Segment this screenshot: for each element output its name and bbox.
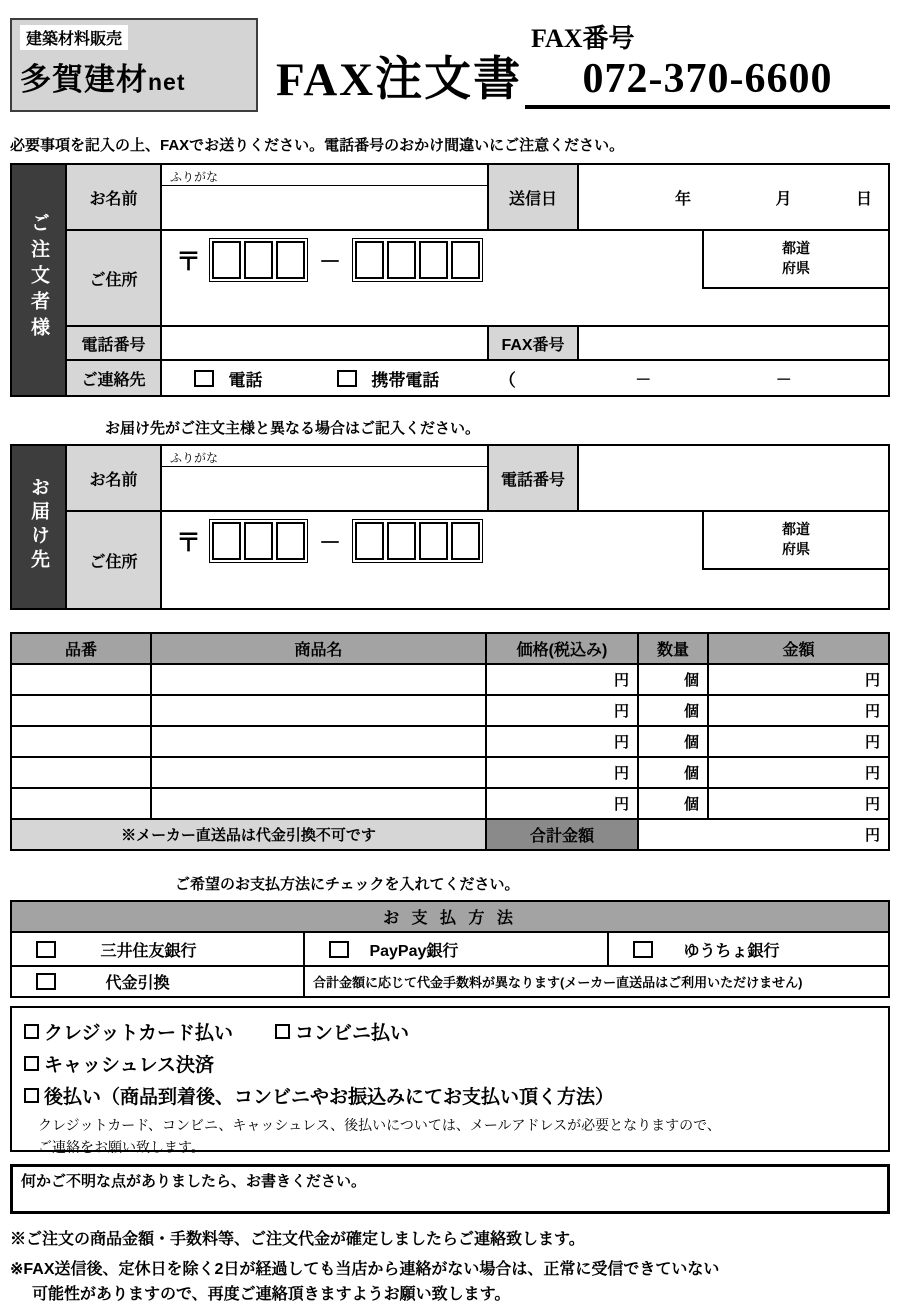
orderer-phone-label: 電話番号 — [66, 326, 161, 360]
cashless-label: キャッシュレス決済 — [44, 1055, 215, 1076]
email-required-note-line1: クレジットカード、コンビニ、キャッシュレス、後払いについては、メールアドレスが必要となりますので、 — [38, 1119, 721, 1134]
orderer-address-label: ご住所 — [66, 230, 161, 326]
postal-digit-box[interactable] — [387, 522, 416, 560]
credit-card-label: クレジットカード払い — [44, 1023, 233, 1044]
postal-group-3 — [209, 238, 308, 282]
postal-digit-box[interactable] — [276, 241, 305, 279]
header — [10, 18, 890, 122]
furigana-label: ふりがな — [162, 165, 487, 186]
mobile-dash-1: － — [635, 371, 652, 389]
orderer-name-label: お名前 — [66, 164, 161, 230]
product-row — [11, 726, 889, 757]
qty-field[interactable]: 個 — [638, 664, 708, 695]
logo-name-net: net — [148, 69, 186, 95]
cod-label: 代金引換 — [105, 975, 170, 992]
form-title: FAX注文書 — [276, 54, 523, 106]
product-code-field[interactable] — [11, 726, 151, 757]
postal-digit-box[interactable] — [212, 241, 241, 279]
delivery-section-text: お届け先 — [28, 476, 49, 573]
amount-field[interactable]: 円 — [708, 788, 889, 819]
cod-fee-note: 合計金額に応じて代金手数料が異なります(メーカー直送品はご利用いただけません) — [304, 966, 889, 997]
comment-label: 何かご不明な点がありましたら、お書きください。 — [21, 1173, 367, 1190]
smbc-checkbox[interactable] — [36, 941, 56, 958]
send-date-field[interactable] — [578, 164, 889, 230]
orderer-section-label — [11, 164, 66, 396]
price-field[interactable]: 円 — [486, 757, 638, 788]
postal-digit-box[interactable] — [355, 522, 384, 560]
mobile-option-label: 携帯電話 — [371, 370, 440, 390]
header-price: 価格(税込み) — [486, 633, 638, 664]
header-product-code: 品番 — [11, 633, 151, 664]
year-label: 年 — [675, 190, 692, 208]
email-required-note — [24, 1116, 876, 1159]
month-label: 月 — [775, 190, 792, 208]
day-label: 日 — [855, 190, 872, 208]
price-field[interactable]: 円 — [486, 788, 638, 819]
product-row — [11, 695, 889, 726]
footer-notes — [10, 1226, 890, 1304]
orderer-address-field[interactable] — [161, 230, 889, 326]
postal-group-4 — [352, 519, 483, 563]
delivery-section-label — [11, 445, 66, 609]
postal-dash: － — [319, 248, 342, 274]
option-line-2 — [24, 1050, 876, 1077]
smbc-label: 三井住友銀行 — [100, 942, 197, 960]
prefecture-label-line2: 府県 — [782, 541, 810, 558]
yucho-label: ゆうちょ銀行 — [683, 942, 780, 960]
payment-option-yucho — [608, 932, 889, 966]
contact-method-label: ご連絡先 — [66, 360, 161, 396]
option-line-3 — [24, 1082, 876, 1109]
qty-field[interactable]: 個 — [638, 695, 708, 726]
delivery-phone-field[interactable] — [578, 445, 889, 511]
delivery-address-field[interactable] — [161, 511, 889, 609]
postal-digit-box[interactable] — [419, 241, 448, 279]
product-code-field[interactable] — [11, 757, 151, 788]
phone-checkbox[interactable] — [194, 370, 214, 387]
mobile-paren: （ — [498, 370, 516, 390]
product-name-field[interactable] — [151, 757, 486, 788]
product-code-field[interactable] — [11, 664, 151, 695]
total-label: 合計金額 — [486, 819, 638, 850]
product-code-field[interactable] — [11, 695, 151, 726]
price-field[interactable]: 円 — [486, 664, 638, 695]
qty-field[interactable]: 個 — [638, 757, 708, 788]
payment-header: お 支 払 方 法 — [11, 901, 889, 932]
footer-note-1: ※ご注文の商品金額・手数料等、ご注文代金が確定しましたらご連絡致します。 — [10, 1231, 585, 1248]
delivery-name-label: お名前 — [66, 445, 161, 511]
amount-field[interactable]: 円 — [708, 726, 889, 757]
postal-digit-box[interactable] — [212, 522, 241, 560]
product-name-field[interactable] — [151, 695, 486, 726]
delivery-prefecture-field[interactable] — [702, 512, 888, 570]
company-logo — [10, 18, 258, 112]
prefecture-label-line2: 府県 — [782, 260, 810, 277]
footer-note-3: 可能性がありますので、再度ご連絡頂きますようお願い致します。 — [32, 1286, 511, 1303]
postal-dash: － — [319, 529, 342, 555]
logo-name-jp: 多賀建材 — [20, 62, 148, 97]
delivery-address-label: ご住所 — [66, 511, 161, 609]
amount-field[interactable]: 円 — [708, 695, 889, 726]
konbini-label: コンビニ払い — [294, 1023, 409, 1044]
postal-digit-box[interactable] — [276, 522, 305, 560]
header-amount: 金額 — [708, 633, 889, 664]
payment-table — [10, 900, 890, 998]
fax-number-block — [525, 18, 890, 109]
orderer-table — [10, 163, 890, 397]
orderer-section-text: ご注文者様 — [28, 212, 49, 343]
total-row — [11, 819, 889, 850]
direct-shipping-note: ※メーカー直送品は代金引換不可です — [11, 819, 486, 850]
orderer-phone-field[interactable] — [161, 326, 488, 360]
postal-digit-box[interactable] — [451, 522, 480, 560]
logo-name — [20, 54, 248, 99]
payment-option-paypay — [304, 932, 608, 966]
contact-method-field — [161, 360, 889, 396]
payment-option-smbc — [11, 932, 304, 966]
orderer-fax-field[interactable] — [578, 326, 889, 360]
fax-number-label: FAX番号 — [531, 24, 635, 53]
send-date-label: 送信日 — [488, 164, 578, 230]
postal-digit-box[interactable] — [387, 241, 416, 279]
product-table — [10, 632, 890, 851]
postal-mark-icon: 〒 — [176, 529, 202, 557]
credit-card-checkbox[interactable] — [24, 1024, 39, 1039]
paypay-checkbox[interactable] — [329, 941, 349, 958]
other-payment-options-box — [10, 1006, 890, 1156]
total-amount-field[interactable]: 円 — [638, 819, 889, 850]
comment-field[interactable] — [10, 1164, 890, 1214]
product-name-field[interactable] — [151, 788, 486, 819]
fax-number: 072-370-6600 — [525, 55, 890, 109]
delivery-note: お届け先がご注文主様と異なる場合はご記入ください。 — [105, 420, 481, 437]
qty-field[interactable]: 個 — [638, 788, 708, 819]
qty-field[interactable]: 個 — [638, 726, 708, 757]
price-field[interactable]: 円 — [486, 695, 638, 726]
option-line-1 — [24, 1018, 876, 1045]
postal-group-4 — [352, 238, 483, 282]
delivery-name-field[interactable] — [161, 445, 488, 511]
email-required-note-line2: ご連絡をお願い致します。 — [38, 1140, 205, 1156]
product-row — [11, 664, 889, 695]
paypay-label: PayPay銀行 — [369, 942, 459, 960]
price-field[interactable]: 円 — [486, 726, 638, 757]
atobarai-checkbox[interactable] — [24, 1088, 39, 1103]
orderer-fax-label: FAX番号 — [488, 326, 578, 360]
orderer-name-field[interactable] — [161, 164, 488, 230]
postal-digit-box[interactable] — [244, 241, 273, 279]
delivery-table — [10, 444, 890, 610]
product-name-field[interactable] — [151, 726, 486, 757]
prefecture-label-line1: 都道 — [782, 521, 810, 537]
prefecture-label-line1: 都道 — [782, 240, 810, 256]
furigana-label: ふりがな — [162, 446, 487, 467]
postal-digit-box[interactable] — [451, 241, 480, 279]
konbini-checkbox[interactable] — [275, 1024, 290, 1039]
postal-digit-box[interactable] — [244, 522, 273, 560]
cod-checkbox[interactable] — [36, 973, 56, 990]
product-name-field[interactable] — [151, 664, 486, 695]
yucho-checkbox[interactable] — [633, 941, 653, 958]
postal-group-3 — [209, 519, 308, 563]
product-code-field[interactable] — [11, 788, 151, 819]
payment-instruction: ご希望のお支払方法にチェックを入れてください。 — [175, 876, 520, 893]
cashless-checkbox[interactable] — [24, 1056, 39, 1071]
postal-digit-box[interactable] — [419, 522, 448, 560]
mobile-checkbox[interactable] — [337, 370, 357, 387]
orderer-prefecture-field[interactable] — [702, 231, 888, 289]
mobile-dash-2: － — [775, 371, 792, 389]
delivery-phone-label: 電話番号 — [488, 445, 578, 511]
phone-option-label: 電話 — [228, 370, 263, 390]
atobarai-label: 後払い（商品到着後、コンビニやお振込みにてお支払い頂く方法） — [44, 1087, 615, 1108]
footer-note-2: ※FAX送信後、定休日を除く2日が経過しても当店から連絡がない場合は、正常に受信できていない — [10, 1261, 720, 1278]
header-product-name: 商品名 — [151, 633, 486, 664]
logo-tagline: 建築材料販売 — [20, 25, 128, 50]
product-row — [11, 757, 889, 788]
amount-field[interactable]: 円 — [708, 664, 889, 695]
postal-digit-box[interactable] — [355, 241, 384, 279]
form-instruction: 必要事項を記入の上、FAXでお送りください。電話番号のおかけ間違いにご注意ください。 — [10, 137, 625, 154]
payment-option-cod — [11, 966, 304, 997]
product-row — [11, 788, 889, 819]
header-qty: 数量 — [638, 633, 708, 664]
postal-mark-icon: 〒 — [176, 248, 202, 276]
amount-field[interactable]: 円 — [708, 757, 889, 788]
